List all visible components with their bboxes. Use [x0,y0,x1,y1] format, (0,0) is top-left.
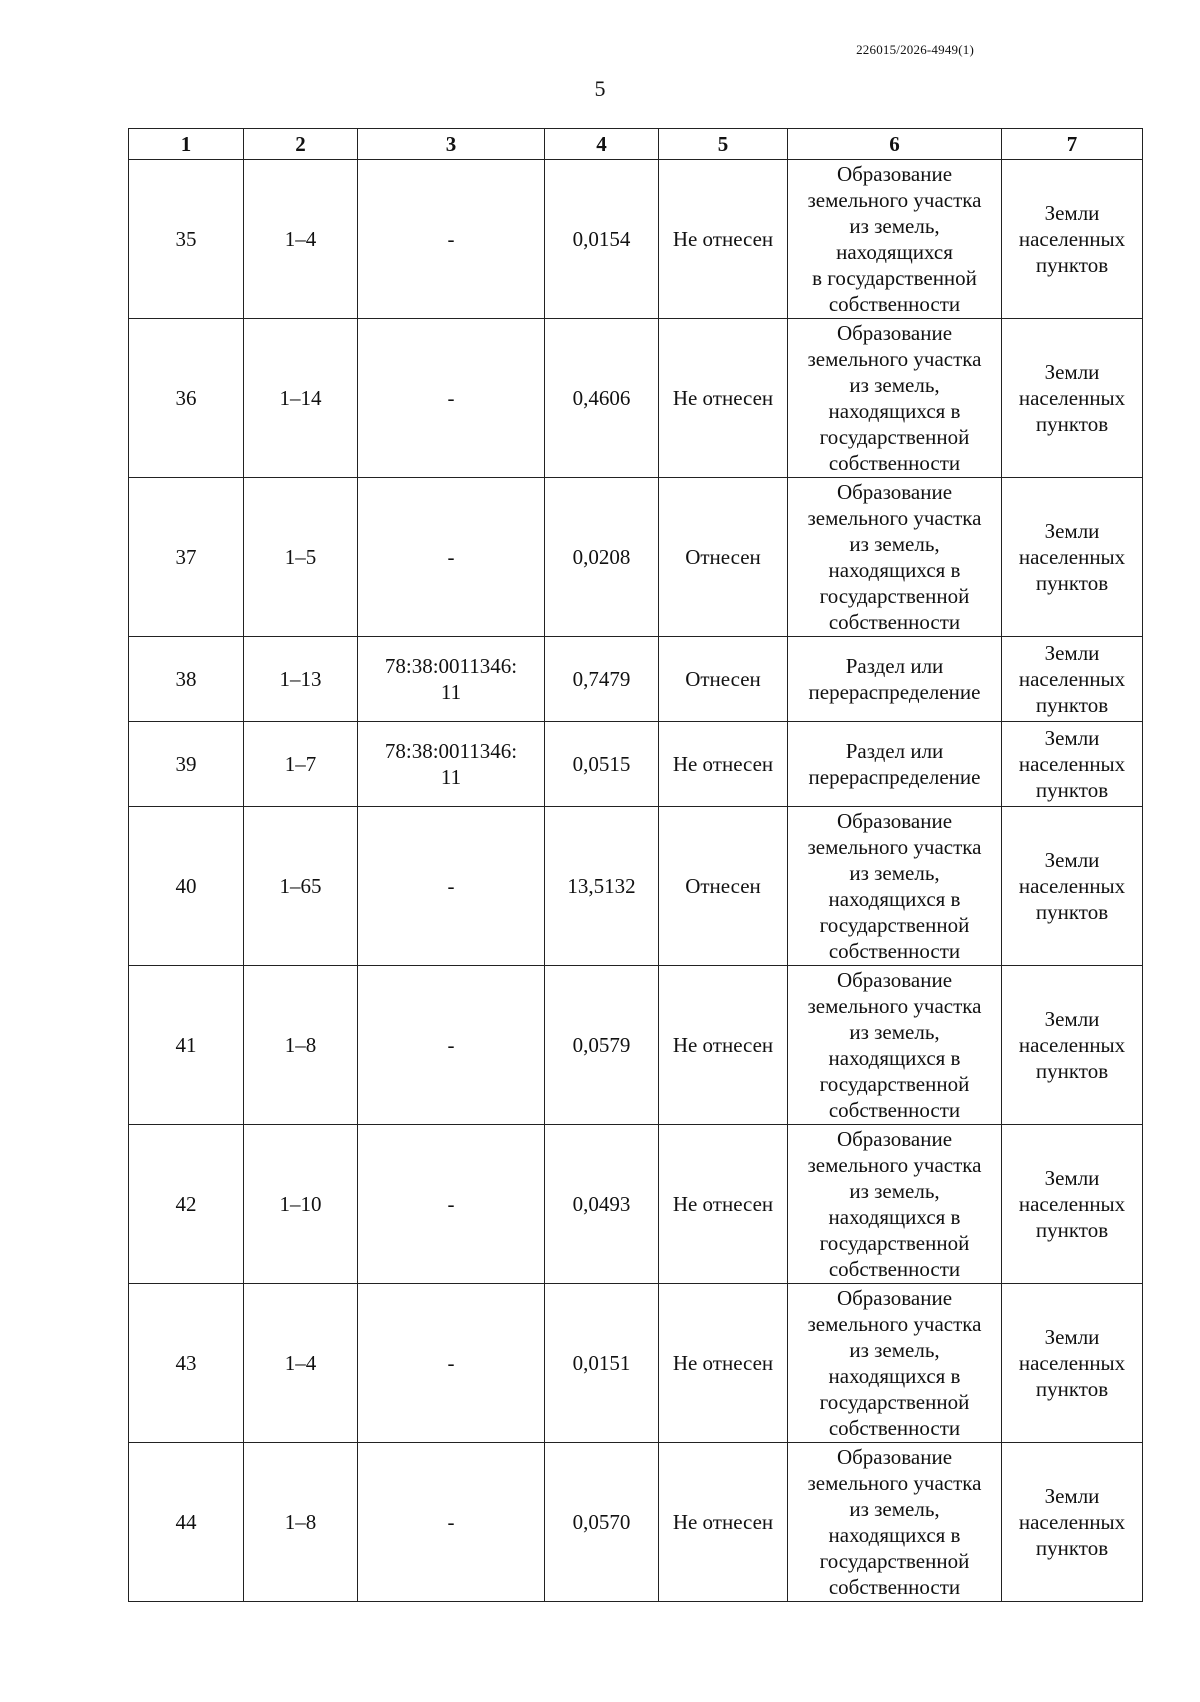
plot-designation: 1–5 [244,478,358,637]
formation-method: Образование земельного участка из земель, находящихся в государственной собственности [788,1284,1002,1443]
land-category: Земли населенных пунктов [1002,319,1143,478]
table-row [129,966,1143,1125]
plot-designation: 1–7 [244,722,358,807]
cadastral-number: - [358,966,545,1125]
status-value: Не отнесен [659,1443,788,1602]
land-plots-table [128,128,1143,1602]
row-number: 43 [129,1284,244,1443]
cadastral-number: - [358,807,545,966]
row-number: 37 [129,478,244,637]
status-value: Не отнесен [659,722,788,807]
column-header: 4 [545,129,659,160]
column-header: 3 [358,129,545,160]
document-number: 226015/2026-4949(1) [856,42,974,57]
status-value: Не отнесен [659,319,788,478]
status-value: Не отнесен [659,1284,788,1443]
row-number: 40 [129,807,244,966]
status-value: Не отнесен [659,160,788,319]
cadastral-number: - [358,319,545,478]
land-category: Земли населенных пунктов [1002,1443,1143,1602]
land-category: Земли населенных пунктов [1002,160,1143,319]
area-value: 0,0493 [545,1125,659,1284]
formation-method: Раздел или перераспределение [788,722,1002,807]
formation-method: Образование земельного участка из земель, находящихся в государственной собственности [788,319,1002,478]
plot-designation: 1–4 [244,160,358,319]
cadastral-number: - [358,478,545,637]
formation-method: Образование земельного участка из земель, находящихся в государственной собственности [788,1125,1002,1284]
formation-method: Раздел или перераспределение [788,637,1002,722]
table-row [129,1125,1143,1284]
formation-method: Образование земельного участка из земель, находящихся в государственной собственности [788,966,1002,1125]
area-value: 0,0515 [545,722,659,807]
status-value: Отнесен [659,807,788,966]
row-number: 42 [129,1125,244,1284]
table-row [129,478,1143,637]
status-value: Не отнесен [659,966,788,1125]
table-row [129,637,1143,722]
area-value: 0,0570 [545,1443,659,1602]
area-value: 0,0154 [545,160,659,319]
formation-method: Образование земельного участка из земель, находящихся в государственной собственности [788,1443,1002,1602]
row-number: 35 [129,160,244,319]
land-category: Земли населенных пунктов [1002,722,1143,807]
plot-designation: 1–8 [244,1443,358,1602]
table-row [129,1443,1143,1602]
table-row [129,807,1143,966]
area-value: 0,0208 [545,478,659,637]
table-row [129,160,1143,319]
plot-designation: 1–4 [244,1284,358,1443]
status-value: Отнесен [659,478,788,637]
land-category: Земли населенных пунктов [1002,1284,1143,1443]
land-category: Земли населенных пунктов [1002,478,1143,637]
cadastral-number: 78:38:0011346: 11 [358,637,545,722]
table-row [129,319,1143,478]
area-value: 13,5132 [545,807,659,966]
row-number: 38 [129,637,244,722]
area-value: 0,0151 [545,1284,659,1443]
column-header: 5 [659,129,788,160]
row-number: 39 [129,722,244,807]
formation-method: Образование земельного участка из земель, находящихся в государственной собственности [788,160,1002,319]
land-category: Земли населенных пунктов [1002,1125,1143,1284]
column-header: 2 [244,129,358,160]
row-number: 36 [129,319,244,478]
column-header: 6 [788,129,1002,160]
table-row [129,1284,1143,1443]
plot-designation: 1–13 [244,637,358,722]
plot-designation: 1–14 [244,319,358,478]
column-header: 7 [1002,129,1143,160]
row-number: 41 [129,966,244,1125]
cadastral-number: - [358,1443,545,1602]
cadastral-number: - [358,160,545,319]
area-value: 0,4606 [545,319,659,478]
table-header-row [129,129,1143,160]
land-category: Земли населенных пунктов [1002,966,1143,1125]
row-number: 44 [129,1443,244,1602]
formation-method: Образование земельного участка из земель, находящихся в государственной собственности [788,807,1002,966]
plot-designation: 1–10 [244,1125,358,1284]
column-header: 1 [129,129,244,160]
status-value: Не отнесен [659,1125,788,1284]
plot-designation: 1–65 [244,807,358,966]
formation-method: Образование земельного участка из земель, находящихся в государственной собственности [788,478,1002,637]
cadastral-number: - [358,1284,545,1443]
land-category: Земли населенных пунктов [1002,807,1143,966]
table-row [129,722,1143,807]
area-value: 0,7479 [545,637,659,722]
cadastral-number: 78:38:0011346: 11 [358,722,545,807]
area-value: 0,0579 [545,966,659,1125]
status-value: Отнесен [659,637,788,722]
page-number: 5 [594,76,606,101]
land-category: Земли населенных пунктов [1002,637,1143,722]
cadastral-number: - [358,1125,545,1284]
plot-designation: 1–8 [244,966,358,1125]
